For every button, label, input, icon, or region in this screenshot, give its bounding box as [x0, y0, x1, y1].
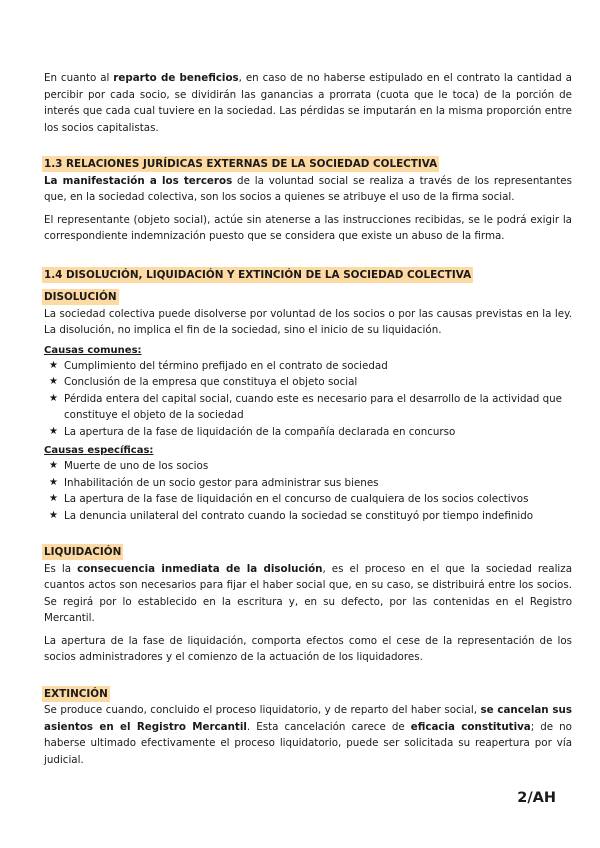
causas-especificas-list [44, 458, 572, 524]
text-run: Es la [44, 562, 78, 575]
list-item-text: Cumplimiento del término prefijado en el contrato de sociedad [64, 359, 388, 372]
causas-especificas-label: Causas específicas: [44, 445, 154, 456]
text-run: ; de no haberse ultimado efectivamente el proceso liquidatorio, puede ser solicitada su reapertura por vía judicial. [44, 720, 572, 766]
subsection-title: LIQUIDACIÓN [44, 546, 122, 558]
list-item [49, 491, 572, 508]
star-icon: ★ [49, 425, 58, 437]
list-item [49, 475, 572, 492]
star-icon: ★ [49, 509, 58, 521]
causas-comunes-label: Causas comunes: [44, 344, 142, 356]
list-item [49, 508, 572, 525]
list-item-text: Muerte de uno de los socios [64, 460, 209, 472]
bold-run: consecuencia inmediata de la disolución [77, 562, 323, 575]
bold-run: eficacia constitutiva [410, 720, 531, 733]
document-body [44, 70, 572, 768]
star-icon: ★ [49, 392, 58, 404]
text-run: . Esta cancelación carece de [246, 720, 411, 733]
disolucion-paragraph: La sociedad colectiva puede disolverse por voluntad de los socios o por las causas previstas en la ley. La disolución, no implica el fin de la sociedad, sino el inicio de su liquidación. [44, 307, 572, 336]
list-item-text: Inhabilitación de un socio gestor para administrar sus bienes [64, 476, 379, 489]
text-run: , en caso de no haberse estipulado en el contrato la cantidad a percibir por cada socio, se dividirán las ganancias a prorrata (cuota que le toca) de la porción de interés que cada cual tuviere en la sociedad. Las pérdidas se imputarán en la misma proporción entre los socios capitalistas. [44, 72, 572, 134]
list-item [49, 374, 572, 391]
liquidacion-paragraph-1 [44, 561, 572, 627]
section-title: 1.4 DISOLUCIÓN, LIQUIDACIÓN Y EXTINCIÓN DE LA SOCIEDAD COLECTIVA [44, 268, 472, 281]
list-item [49, 424, 572, 441]
causas-comunes-list [44, 358, 572, 441]
section-title: 1.3 RELACIONES JURÍDICAS EXTERNAS DE LA SOCIEDAD COLECTIVA [44, 158, 438, 170]
text-run: En cuanto al [44, 72, 114, 84]
bold-run: La manifestación a los terceros [44, 174, 233, 187]
text-run: Se produce cuando, concluido el proceso liquidatorio, y de reparto del haber social, [44, 704, 481, 716]
list-item-text: Pérdida entera del capital social, cuando este es necesario para el desarrollo de la actividad que constituye el objeto de la sociedad [64, 392, 562, 421]
star-icon: ★ [49, 493, 58, 504]
subsection-title: EXTINCIÓN [44, 687, 108, 700]
section-1-3-heading [44, 156, 572, 173]
page-number: 2/AH [517, 790, 556, 806]
list-item-text: La apertura de la fase de liquidación de la compañía declarada en concurso [64, 425, 456, 438]
text-run: de la voluntad social se realiza a través de los representantes que, en la sociedad colectiva, son los socios a quienes se atribuye el uso de la firma social. [44, 174, 572, 203]
list-item-text: La apertura de la fase de liquidación en el concurso de cualquiera de los socios colectivos [64, 493, 529, 505]
liquidacion-paragraph-2: La apertura de la fase de liquidación, comporta efectos como el cese de la representación de los socios administradores y el comienzo de la actuación de los liquidadores. [44, 634, 572, 663]
star-icon: ★ [49, 376, 58, 387]
bold-run: se cancelan sus asientos en el Registro Mercantil [44, 704, 572, 733]
section-1-3-paragraph-2: El representante (objeto social), actúe sin atenerse a las instrucciones recibidas, se le podrá exigir la correspondiente indemnización puesto que se considera que existe un abuso de la firma. [44, 213, 572, 242]
intro-paragraph [44, 70, 572, 136]
list-item-text: Conclusión de la empresa que constituya el objeto social [64, 376, 358, 388]
star-icon: ★ [49, 359, 58, 371]
text-run: , es el proceso en el que la sociedad realiza cuantos actos son necesarios para fijar el haber social que, en su caso, se distribuirá entre los socios. Se regirá por lo establecido en la escritura y, en su defecto, por las contenidas en el Registro Mercantil. [44, 562, 573, 624]
section-1-4-heading [44, 267, 572, 284]
subsection-title: DISOLUCIÓN [44, 291, 117, 303]
list-item [49, 391, 572, 424]
extincion-heading [44, 686, 572, 703]
liquidacion-heading [44, 544, 572, 561]
list-item [49, 358, 572, 375]
star-icon: ★ [49, 460, 58, 471]
section-1-3-paragraph-1 [44, 173, 572, 206]
extincion-paragraph [44, 702, 572, 768]
star-icon: ★ [49, 476, 58, 488]
list-item [49, 458, 572, 475]
list-item-text: La denuncia unilateral del contrato cuando la sociedad se constituyó por tiempo indefinido [64, 509, 534, 522]
disolucion-heading [44, 289, 572, 306]
bold-run: reparto de beneficios [113, 72, 239, 84]
